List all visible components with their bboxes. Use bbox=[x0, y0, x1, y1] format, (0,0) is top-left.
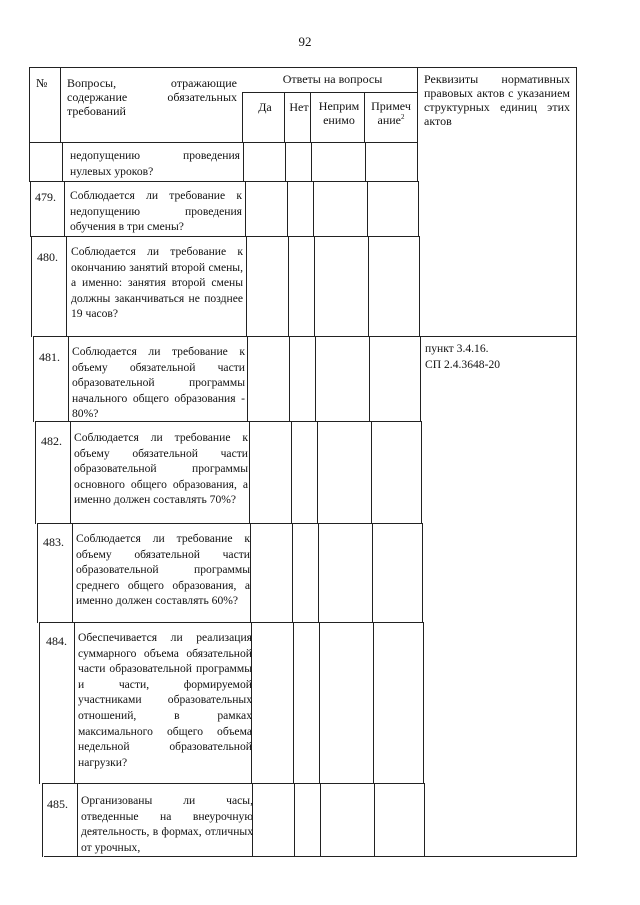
grid-line bbox=[39, 622, 423, 623]
row-1-question: Соблюдается ли требование к недопущению проведения обучения в три смены? bbox=[70, 189, 242, 234]
row-4-num: 482. bbox=[41, 434, 62, 448]
grid-line bbox=[317, 421, 318, 524]
grid-line bbox=[249, 421, 250, 524]
grid-line bbox=[30, 181, 418, 182]
grid-line bbox=[242, 92, 418, 93]
grid-line bbox=[417, 142, 418, 182]
grid-line bbox=[42, 783, 424, 784]
grid-line bbox=[291, 421, 292, 524]
grid-line bbox=[314, 236, 315, 337]
header-note-line1: Примеч bbox=[371, 99, 411, 113]
row-1-num: 479. bbox=[35, 190, 56, 204]
row-0-question: недопущению проведения нулевых уроков? bbox=[70, 149, 240, 178]
header-no: Нет bbox=[289, 100, 309, 114]
grid-line bbox=[365, 142, 366, 182]
header-num: № bbox=[36, 76, 48, 90]
grid-line bbox=[37, 523, 38, 623]
grid-line bbox=[60, 67, 61, 143]
grid-line bbox=[68, 336, 69, 422]
grid-line bbox=[246, 236, 247, 337]
grid-line bbox=[368, 236, 369, 337]
grid-line bbox=[371, 421, 372, 524]
grid-line bbox=[424, 856, 576, 857]
grid-line bbox=[37, 523, 422, 524]
grid-line bbox=[422, 523, 423, 623]
grid-line bbox=[62, 142, 63, 182]
header-questions: Вопросы, отражающие содержание обязательных требований bbox=[67, 76, 237, 118]
grid-line bbox=[39, 622, 40, 784]
grid-line bbox=[287, 181, 288, 237]
grid-line bbox=[420, 336, 421, 422]
grid-line bbox=[247, 336, 248, 422]
row-5-num: 483. bbox=[43, 535, 64, 549]
grid-line bbox=[318, 523, 319, 623]
row-7-question: Организованы ли часы, отведенные на внеурочную деятельность, в формах, отличных от урочных, bbox=[81, 794, 253, 854]
grid-line bbox=[245, 181, 246, 237]
grid-line bbox=[424, 783, 425, 857]
row-6-question: Обеспечивается ли реализация суммарного объема обязательной части образовательной программы и части, формируемой участниками образовательных отношений, в рамках максимального общего объема недельной образовательной нагрузки? bbox=[78, 631, 252, 769]
header-na bbox=[312, 99, 366, 127]
grid-line bbox=[29, 142, 30, 182]
grid-line bbox=[64, 181, 65, 237]
row-4-question: Соблюдается ли требование к объему обязательной части образовательной программы основного общего образования, а именно должен составлять 70%? bbox=[74, 431, 248, 507]
requisite-text bbox=[425, 341, 565, 372]
grid-line bbox=[33, 336, 576, 337]
header-na-line2: енимо bbox=[323, 113, 355, 127]
requisite-line2: СП 2.4.3648-20 bbox=[425, 357, 501, 371]
header-note-sup: 2 bbox=[401, 113, 405, 121]
grid-line bbox=[289, 336, 290, 422]
grid-line bbox=[77, 783, 78, 857]
row-5-question: Соблюдается ли требование к объему обязательной части образовательной программы среднего общего образования, а именно должен составлять 60%? bbox=[76, 532, 250, 608]
grid-line bbox=[372, 523, 373, 623]
row-2-num: 480. bbox=[37, 250, 58, 264]
grid-line bbox=[374, 783, 375, 857]
requisite-line1: пункт 3.4.16. bbox=[425, 342, 489, 355]
grid-line bbox=[423, 622, 424, 784]
grid-line bbox=[373, 622, 374, 784]
grid-line bbox=[250, 523, 251, 623]
grid-line bbox=[29, 67, 576, 68]
row-3-num: 481. bbox=[39, 350, 60, 364]
grid-line bbox=[72, 523, 73, 623]
grid-line bbox=[66, 236, 67, 337]
grid-line bbox=[319, 622, 320, 784]
grid-line bbox=[294, 783, 295, 857]
grid-line bbox=[315, 336, 316, 422]
grid-line bbox=[576, 67, 577, 857]
row-7-num: 485. bbox=[47, 797, 68, 811]
grid-line bbox=[35, 421, 36, 524]
grid-line bbox=[30, 181, 31, 237]
grid-line bbox=[313, 181, 314, 237]
grid-line bbox=[369, 336, 370, 422]
grid-line bbox=[242, 93, 243, 143]
grid-line bbox=[311, 142, 312, 182]
header-note bbox=[366, 99, 416, 127]
grid-line bbox=[418, 181, 419, 237]
grid-line bbox=[31, 236, 419, 237]
grid-line bbox=[31, 236, 32, 337]
grid-line bbox=[419, 236, 420, 337]
grid-line bbox=[293, 622, 294, 784]
grid-line bbox=[243, 142, 244, 182]
row-2-question: Соблюдается ли требование к окончанию занятий второй смены, а именно: занятия второй смены должны заканчиваться не позднее 19 часов? bbox=[71, 245, 243, 321]
row-3-question: Соблюдается ли требование к объему обязательной части образовательной программы начального общего образования - 80%? bbox=[72, 345, 245, 421]
grid-line bbox=[320, 783, 321, 857]
grid-line bbox=[292, 523, 293, 623]
grid-line bbox=[42, 783, 43, 857]
header-yes: Да bbox=[258, 100, 272, 114]
grid-line bbox=[417, 67, 418, 143]
grid-line bbox=[74, 622, 75, 784]
header-note-line2: ание bbox=[377, 113, 401, 127]
row-6-num: 484. bbox=[46, 634, 67, 648]
grid-line bbox=[29, 67, 30, 143]
page-number: 92 bbox=[298, 34, 312, 49]
grid-line bbox=[285, 142, 286, 182]
grid-line bbox=[70, 421, 71, 524]
header-na-line1: Неприм bbox=[318, 99, 360, 113]
grid-line bbox=[33, 336, 34, 422]
header-answers: Ответы на вопросы bbox=[282, 72, 383, 86]
grid-line bbox=[288, 236, 289, 337]
header-requisites: Реквизиты нормативных правовых актов с указанием структурных единиц этих актов bbox=[424, 72, 570, 128]
grid-line bbox=[367, 181, 368, 237]
grid-line bbox=[421, 421, 422, 524]
grid-line bbox=[29, 142, 417, 143]
grid-line bbox=[44, 856, 424, 857]
